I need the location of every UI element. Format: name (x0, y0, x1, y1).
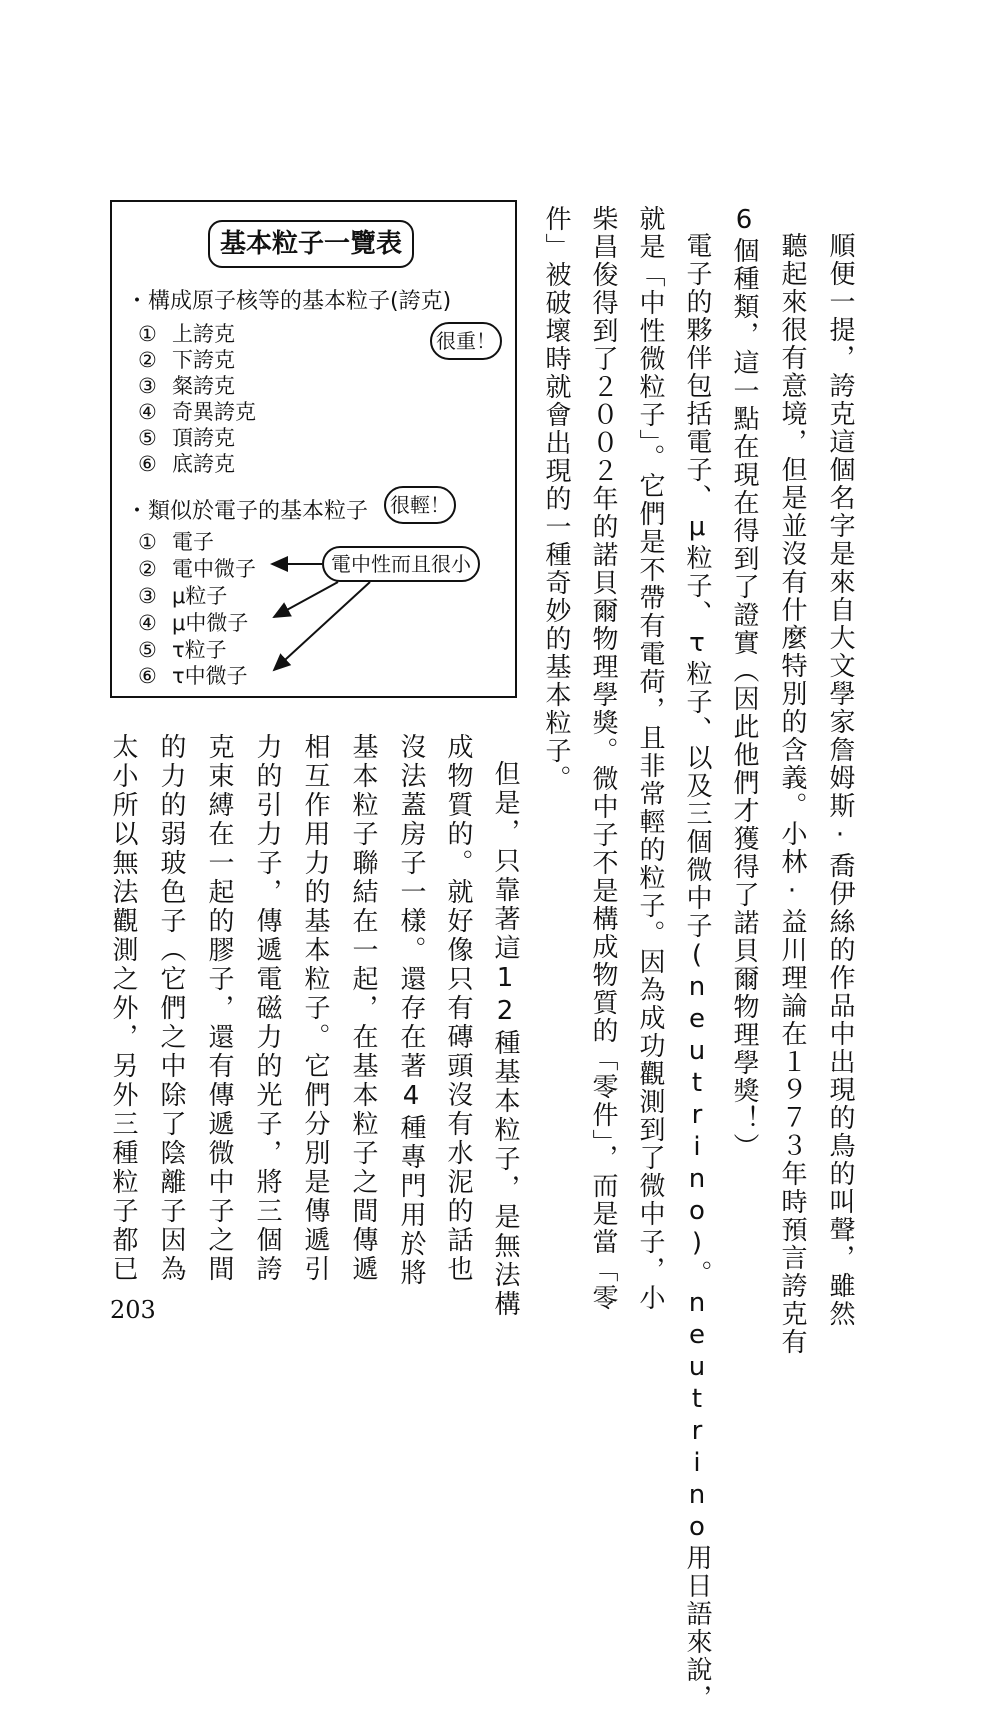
main-text-column: 件」被破壞時就會出現的一種奇妙的基本粒子。 (541, 205, 571, 793)
pointer-arrows (112, 202, 515, 696)
lepton-item: ② 電中微子 (138, 557, 256, 581)
lepton-item: ⑤ τ粒子 (138, 638, 227, 662)
main-text-column: 柴昌俊得到了２００２年的諾貝爾物理學獎。微中子不是構成物質的「零件」，而是當「零 (588, 205, 618, 1312)
main-text-column: 聽起來很有意境，但是並沒有什麼特別的含義。小林·益川理論在１９７３年時預言誇克有 (777, 232, 807, 1356)
light-note-bubble: 很輕！ (384, 486, 456, 524)
quark-item: ⑤ 頂誇克 (138, 426, 235, 450)
lower-text-column: 但是，只靠著這12種基本粒子，是無法構 (490, 760, 520, 1319)
quarks-heading: ・構成原子核等的基本粒子(誇克) (126, 289, 452, 314)
lepton-item: ④ μ中微子 (138, 611, 249, 635)
arrow-to-mu-neutrino (274, 582, 338, 617)
diagram-title: 基本粒子一覽表 (208, 220, 414, 268)
page-number: 203 (110, 1296, 156, 1324)
main-text-column: 6個種類，這一點在現在得到了證實（因此他們才獲得了諾貝爾物理學獎！） (729, 205, 759, 1161)
arrow-to-tau-neutrino (274, 582, 370, 670)
lepton-item: ⑥ τ中微子 (138, 664, 248, 688)
quark-item: ② 下誇克 (138, 348, 235, 372)
lower-text-column: 力的引力子，傳遞電磁力的光子，將三個誇 (252, 733, 282, 1284)
neutrino-note-bubble: 電中性而且很小 (322, 546, 480, 582)
particle-table-diagram (110, 200, 517, 698)
quark-item: ③ 粲誇克 (138, 374, 235, 398)
lower-text-column: 成物質的。就好像只有磚頭沒有水泥的話也 (443, 733, 473, 1284)
lepton-item: ① 電子 (138, 530, 214, 554)
lower-text-column: 基本粒子聯結在一起，在基本粒子之間傳遞 (348, 733, 378, 1284)
main-text-column: 電子的夥伴包括電子、μ粒子、τ粒子、以及三個微中子(neutrino)。neutrino用日語來說， (682, 232, 712, 1712)
lower-text-column: 沒法蓋房子一樣。還存在著4種專門用於將 (396, 733, 426, 1288)
quark-item: ⑥ 底誇克 (138, 452, 235, 476)
quark-item: ④ 奇異誇克 (138, 400, 256, 424)
lower-text-column: 克束縛在一起的膠子，還有傳遞微中子之間 (204, 733, 234, 1284)
lower-text-column: 的力的弱玻色子（它們之中除了陰離子因為 (156, 733, 186, 1284)
lower-text-column: 太小所以無法觀測之外，另外三種粒子都已 (108, 733, 138, 1284)
lower-text-column: 相互作用力的基本粒子。它們分別是傳遞引 (300, 733, 330, 1284)
main-text-column: 順便一提，誇克這個名字是來自大文學家詹姆斯·喬伊絲的作品中出現的鳥的叫聲，雖然 (825, 232, 855, 1328)
lepton-item: ③ μ粒子 (138, 584, 228, 608)
heavy-note-bubble: 很重！ (430, 322, 502, 360)
quark-item: ① 上誇克 (138, 322, 235, 346)
leptons-heading: ・類似於電子的基本粒子 (126, 499, 369, 524)
main-text-column: 就是「中性微粒子」。它們是不帶有電荷，且非常輕的粒子。因為成功觀測到了微中子，小 (635, 205, 665, 1312)
